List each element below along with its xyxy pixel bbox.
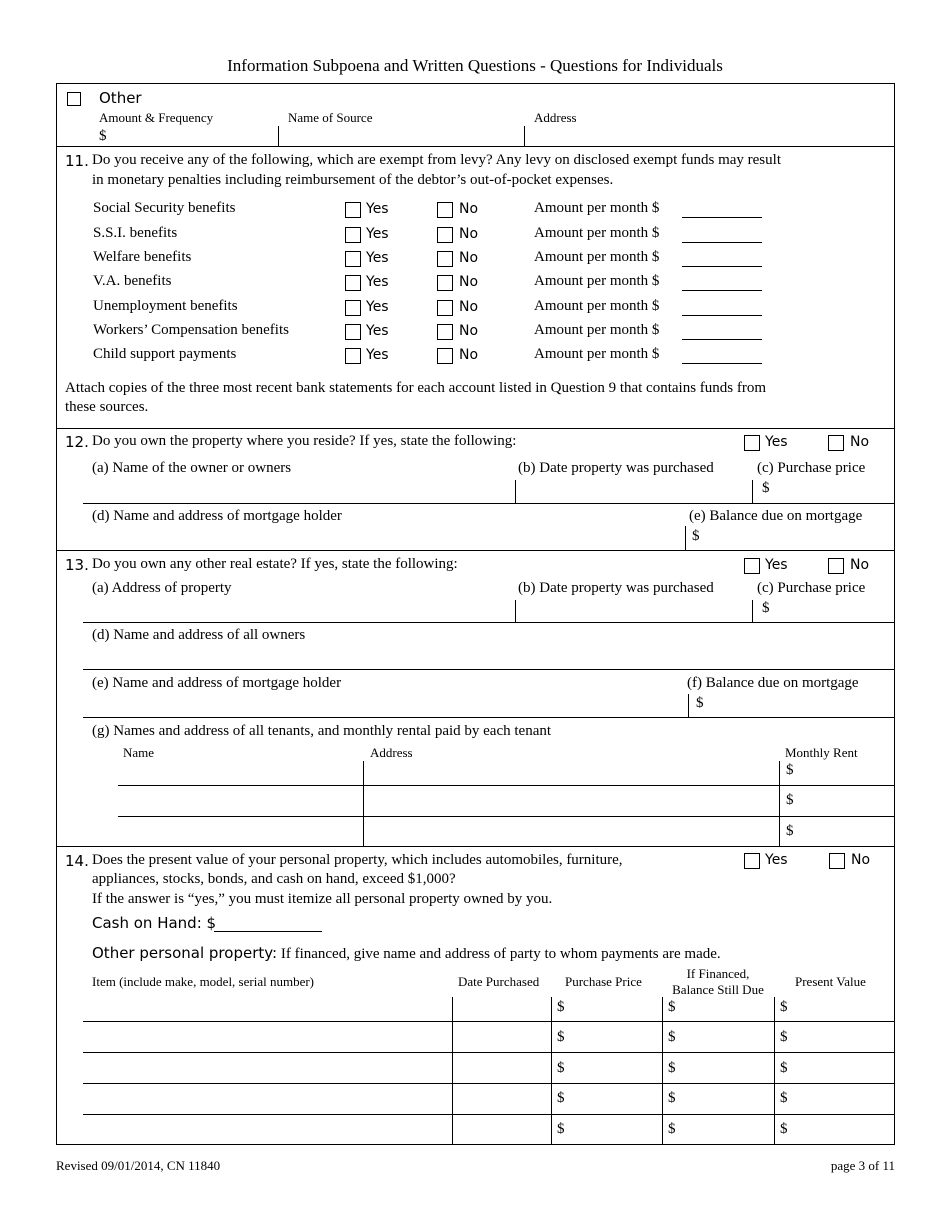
q12-divider-ab — [515, 480, 516, 503]
q12-c-label: (c) Purchase price — [757, 460, 866, 476]
q12-divider-bc — [752, 480, 753, 503]
q12-e-dollar: $ — [692, 528, 700, 544]
property-divider — [774, 997, 775, 1145]
footer-revised: Revised 09/01/2014, CN 11840 — [56, 1158, 221, 1173]
q11-amount-label: Amount per month $ — [534, 298, 660, 314]
q13-c-dollar: $ — [762, 600, 770, 616]
q14-number: 14. — [65, 852, 89, 870]
q14-col-financed-1: If Financed, — [686, 966, 750, 981]
q12-c-dollar: $ — [762, 480, 770, 496]
property-price-dollar: $ — [557, 1060, 565, 1076]
q12-yes-checkbox[interactable] — [744, 435, 760, 451]
property-price-dollar: $ — [557, 999, 565, 1015]
tenant-rent-dollar: $ — [786, 762, 794, 778]
q14-yes-checkbox[interactable] — [744, 853, 760, 869]
q12-d-label: (d) Name and address of mortgage holder — [92, 508, 342, 524]
q11-amount-field[interactable] — [682, 315, 762, 316]
q11-benefit-label: Welfare benefits — [93, 249, 192, 265]
q11-no-checkbox[interactable] — [437, 202, 453, 218]
property-price-dollar: $ — [557, 1029, 565, 1045]
other-col-address: Address — [534, 110, 577, 125]
q11-yes-checkbox[interactable] — [345, 348, 361, 364]
tenant-divider-2 — [779, 761, 780, 846]
q11-yes-label: Yes — [366, 323, 389, 339]
q13-row-line — [83, 622, 895, 623]
q13-f-dollar: $ — [696, 695, 704, 711]
property-value-dollar: $ — [780, 1060, 788, 1076]
property-balance-dollar: $ — [668, 1121, 676, 1137]
tenant-divider-1 — [363, 761, 364, 846]
property-value-dollar: $ — [780, 1121, 788, 1137]
tenant-rent-dollar: $ — [786, 823, 794, 839]
other-col-amount: Amount & Frequency — [99, 110, 214, 125]
q11-benefit-label: S.S.I. benefits — [93, 225, 178, 241]
q11-yes-label: Yes — [366, 201, 389, 217]
property-balance-dollar: $ — [668, 1029, 676, 1045]
q13-d-label: (d) Name and address of all owners — [92, 627, 306, 643]
property-balance-dollar: $ — [668, 1060, 676, 1076]
q13-row-line — [83, 717, 895, 718]
q11-yes-label: Yes — [366, 226, 389, 242]
property-divider — [452, 997, 453, 1145]
q14-col-financed-2: Balance Still Due — [672, 982, 764, 997]
section-divider — [56, 550, 895, 551]
q14-col-date: Date Purchased — [458, 974, 540, 989]
q11-amount-label: Amount per month $ — [534, 249, 660, 265]
q11-no-label: No — [459, 274, 479, 290]
tenant-row-line — [118, 785, 895, 786]
q12-no-label: No — [850, 434, 870, 450]
other-col-source: Name of Source — [288, 110, 373, 125]
q11-amount-field[interactable] — [682, 217, 762, 218]
q11-benefit-label: Social Security benefits — [93, 200, 236, 216]
q12-number: 12. — [65, 433, 89, 451]
q13-col-address: Address — [370, 745, 413, 760]
q11-yes-label: Yes — [366, 347, 389, 363]
q11-no-checkbox[interactable] — [437, 324, 453, 340]
footer-page-number: page 3 of 11 — [830, 1158, 895, 1173]
q12-yes-label: Yes — [765, 434, 788, 450]
q11-no-checkbox[interactable] — [437, 275, 453, 291]
property-value-dollar: $ — [780, 1090, 788, 1106]
q14-text-line2: appliances, stocks, bonds, and cash on hand, exceed $1,000? — [92, 871, 456, 887]
q11-amount-label: Amount per month $ — [534, 200, 660, 216]
other-divider-2 — [524, 126, 525, 146]
q11-yes-checkbox[interactable] — [345, 324, 361, 340]
page-title: Information Subpoena and Written Questions - Questions for Individuals — [227, 56, 723, 75]
q14-col-item: Item (include make, model, serial number) — [92, 974, 315, 989]
other-checkbox[interactable] — [67, 92, 81, 106]
q12-row-line — [83, 503, 895, 504]
q14-yes-label: Yes — [765, 852, 788, 868]
section-divider — [56, 846, 895, 847]
q11-amount-field[interactable] — [682, 363, 762, 364]
q14-cash-field[interactable] — [214, 931, 322, 932]
q11-no-checkbox[interactable] — [437, 227, 453, 243]
section-divider — [56, 146, 895, 147]
tenant-rent-dollar: $ — [786, 792, 794, 808]
q14-text-line3: If the answer is “yes,” you must itemize all personal property owned by you. — [92, 891, 553, 907]
q13-divider-ab — [515, 600, 516, 622]
q13-c-label: (c) Purchase price — [757, 580, 866, 596]
q11-no-label: No — [459, 299, 479, 315]
q13-divider-bc — [752, 600, 753, 622]
q14-other-text: If financed, give name and address of party to whom payments are made. — [277, 946, 721, 962]
q13-b-label: (b) Date property was purchased — [518, 580, 714, 596]
q11-no-label: No — [459, 323, 479, 339]
q12-no-checkbox[interactable] — [828, 435, 844, 451]
q12-b-label: (b) Date property was purchased — [518, 460, 714, 476]
property-balance-dollar: $ — [668, 1090, 676, 1106]
q13-number: 13. — [65, 556, 89, 574]
q11-amount-label: Amount per month $ — [534, 346, 660, 362]
q11-number: 11. — [65, 152, 89, 170]
q11-yes-label: Yes — [366, 250, 389, 266]
q13-col-rent: Monthly Rent — [785, 745, 858, 760]
q11-yes-label: Yes — [366, 274, 389, 290]
q12-divider-de — [685, 526, 686, 550]
q13-divider-ef — [688, 694, 689, 717]
property-price-dollar: $ — [557, 1090, 565, 1106]
q14-cash-label: Cash on Hand: $ — [92, 914, 217, 932]
q12-a-label: (a) Name of the owner or owners — [92, 460, 292, 476]
q14-col-price: Purchase Price — [565, 974, 642, 989]
property-value-dollar: $ — [780, 1029, 788, 1045]
property-row-line — [83, 1052, 895, 1053]
q11-no-label: No — [459, 347, 479, 363]
q12-text: Do you own the property where you reside? If yes, state the following: — [92, 433, 517, 449]
q11-text-line2: in monetary penalties including reimbursement of the debtor’s out-of-pocket expenses. — [92, 172, 614, 188]
q11-amount-field[interactable] — [682, 339, 762, 340]
q13-f-label: (f) Balance due on mortgage — [687, 675, 859, 691]
q14-other-label: Other personal property: — [92, 944, 278, 962]
q11-benefit-label: Unemployment benefits — [93, 298, 238, 314]
q13-row-line — [83, 669, 895, 670]
q11-yes-checkbox[interactable] — [345, 275, 361, 291]
property-divider — [551, 997, 552, 1145]
q11-attach-line1: Attach copies of the three most recent bank statements for each account listed in Question 9 that contains funds from — [65, 380, 767, 396]
q11-amount-field[interactable] — [682, 266, 762, 267]
property-row-line — [83, 1083, 895, 1084]
q13-e-label: (e) Name and address of mortgage holder — [92, 675, 342, 691]
other-label: Other — [99, 89, 142, 107]
q11-no-label: No — [459, 201, 479, 217]
q14-no-label: No — [851, 852, 871, 868]
q11-no-label: No — [459, 250, 479, 266]
q13-no-label: No — [850, 557, 870, 573]
q11-no-label: No — [459, 226, 479, 242]
q11-yes-checkbox[interactable] — [345, 227, 361, 243]
q11-amount-label: Amount per month $ — [534, 225, 660, 241]
q11-attach-line2: these sources. — [65, 399, 149, 415]
q13-text: Do you own any other real estate? If yes, state the following: — [92, 556, 458, 572]
q13-no-checkbox[interactable] — [828, 558, 844, 574]
q11-benefit-label: Workers’ Compensation benefits — [93, 322, 289, 338]
q11-benefit-label: Child support payments — [93, 346, 237, 362]
q11-no-checkbox[interactable] — [437, 251, 453, 267]
section-divider — [56, 428, 895, 429]
q11-yes-checkbox[interactable] — [345, 202, 361, 218]
q11-no-checkbox[interactable] — [437, 300, 453, 316]
property-row-line — [83, 1021, 895, 1022]
property-price-dollar: $ — [557, 1121, 565, 1137]
q11-yes-checkbox[interactable] — [345, 300, 361, 316]
q12-e-label: (e) Balance due on mortgage — [689, 508, 863, 524]
q11-yes-label: Yes — [366, 299, 389, 315]
q11-amount-field[interactable] — [682, 290, 762, 291]
q11-amount-field[interactable] — [682, 242, 762, 243]
q14-no-checkbox[interactable] — [829, 853, 845, 869]
q13-yes-checkbox[interactable] — [744, 558, 760, 574]
q11-benefit-label: V.A. benefits — [93, 273, 172, 289]
q13-col-name: Name — [123, 745, 155, 760]
q13-g-label: (g) Names and address of all tenants, and monthly rental paid by each tenant — [92, 723, 552, 739]
q11-amount-label: Amount per month $ — [534, 322, 660, 338]
other-amount-dollar: $ — [99, 128, 107, 144]
q14-col-value: Present Value — [795, 974, 866, 989]
q11-text-line1: Do you receive any of the following, which are exempt from levy? Any levy on disclosed exempt funds may result — [92, 152, 781, 168]
other-divider-1 — [278, 126, 279, 146]
q11-no-checkbox[interactable] — [437, 348, 453, 364]
q13-a-label: (a) Address of property — [92, 580, 232, 596]
tenant-row-line — [118, 816, 895, 817]
property-value-dollar: $ — [780, 999, 788, 1015]
q14-text-line1: Does the present value of your personal property, which includes automobiles, furniture, — [92, 852, 623, 868]
q13-yes-label: Yes — [765, 557, 788, 573]
property-divider — [662, 997, 663, 1145]
property-balance-dollar: $ — [668, 999, 676, 1015]
q11-yes-checkbox[interactable] — [345, 251, 361, 267]
property-row-line — [83, 1114, 895, 1115]
q11-amount-label: Amount per month $ — [534, 273, 660, 289]
